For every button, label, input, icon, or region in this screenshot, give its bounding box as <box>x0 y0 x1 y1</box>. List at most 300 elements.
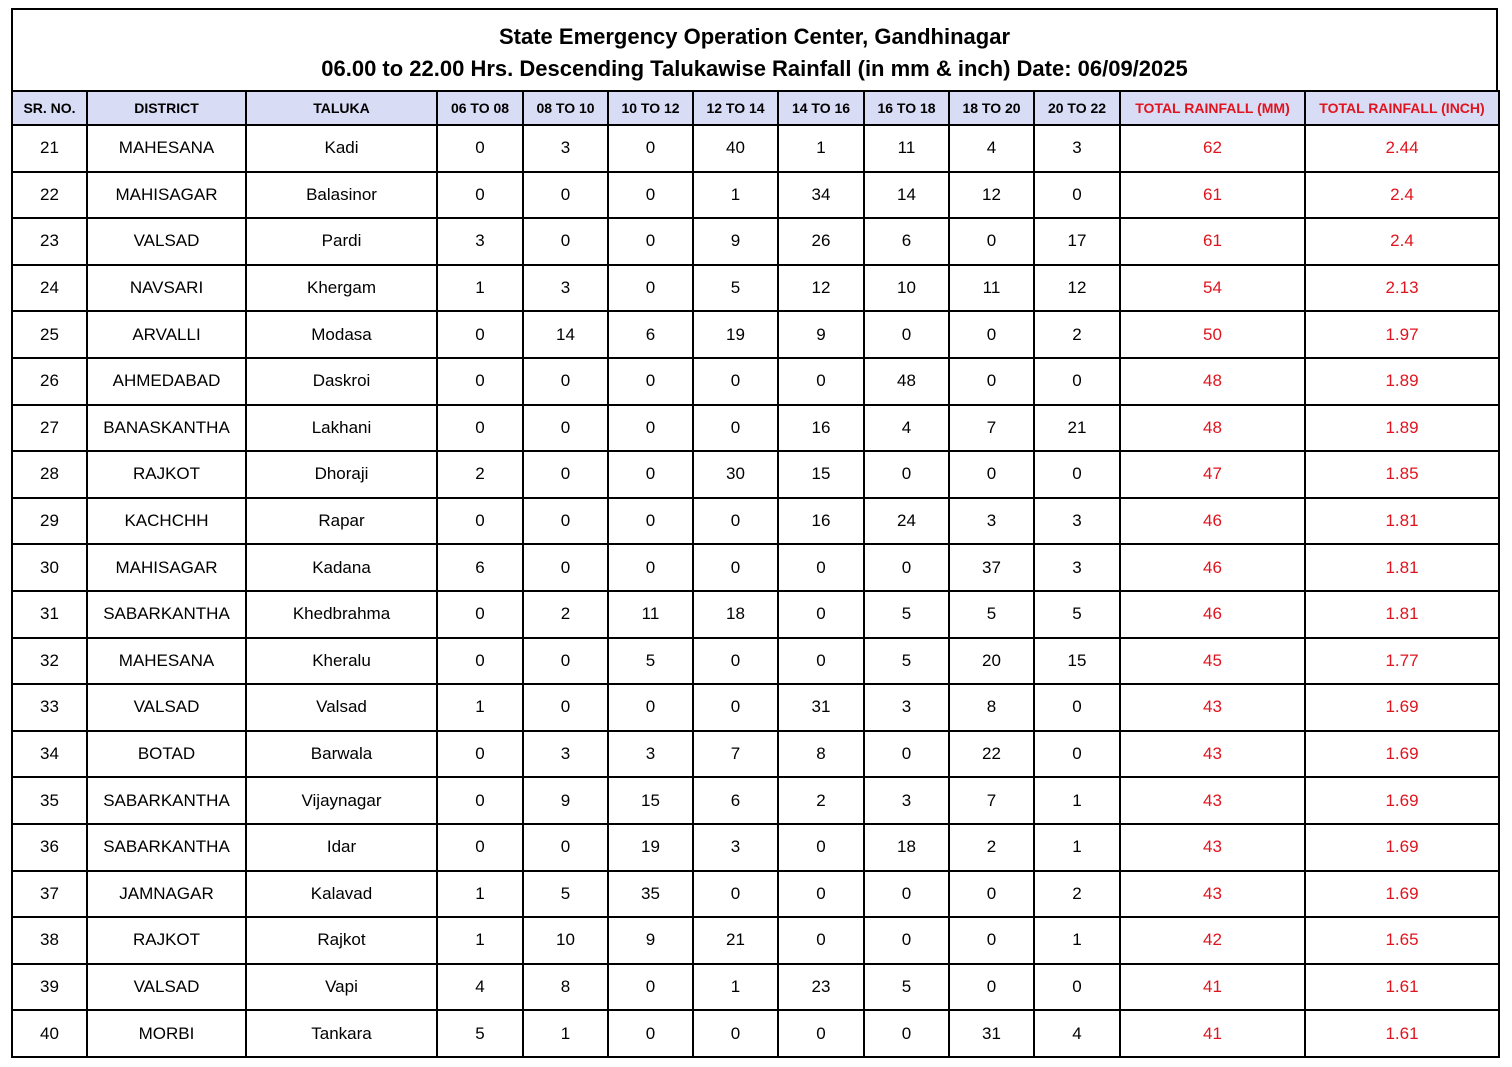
table-row <box>12 917 1499 964</box>
table-cell: 2.4 <box>1305 172 1499 219</box>
table-header-row <box>12 91 1499 125</box>
table-cell: 37 <box>949 544 1034 591</box>
table-cell: 1.65 <box>1305 917 1499 964</box>
table-cell: 11 <box>949 265 1034 312</box>
table-cell: 1.89 <box>1305 405 1499 452</box>
column-header: 08 TO 10 <box>523 91 608 125</box>
table-cell: 18 <box>693 591 778 638</box>
table-cell: 0 <box>949 917 1034 964</box>
table-cell: 0 <box>949 451 1034 498</box>
table-cell: 3 <box>1034 544 1120 591</box>
table-cell: 43 <box>1120 777 1305 824</box>
table-cell: 5 <box>864 638 949 685</box>
table-row <box>12 265 1499 312</box>
table-cell: 26 <box>778 218 864 265</box>
table-cell: 0 <box>523 358 608 405</box>
table-cell: 0 <box>523 824 608 871</box>
table-cell: 1.81 <box>1305 544 1499 591</box>
table-cell: 1.85 <box>1305 451 1499 498</box>
table-cell: 6 <box>693 777 778 824</box>
table-cell: 0 <box>949 871 1034 918</box>
column-header: TOTAL RAINFALL (INCH) <box>1305 91 1499 125</box>
table-cell: 0 <box>1034 731 1120 778</box>
table-cell: 43 <box>1120 871 1305 918</box>
table-cell: 0 <box>693 871 778 918</box>
table-cell: 4 <box>864 405 949 452</box>
table-cell: 1.81 <box>1305 591 1499 638</box>
table-cell: 1.69 <box>1305 777 1499 824</box>
table-row <box>12 218 1499 265</box>
table-cell: 14 <box>864 172 949 219</box>
table-cell: 30 <box>693 451 778 498</box>
table-cell: KACHCHH <box>87 498 246 545</box>
table-cell: 5 <box>864 964 949 1011</box>
table-cell: 0 <box>1034 684 1120 731</box>
table-cell: SABARKANTHA <box>87 591 246 638</box>
table-cell: 1 <box>437 684 523 731</box>
table-cell: 0 <box>693 544 778 591</box>
table-cell: 1 <box>1034 824 1120 871</box>
table-cell: Khedbrahma <box>246 591 437 638</box>
report-subtitle: 06.00 to 22.00 Hrs. Descending Talukawise Rainfall (in mm & inch) Date: 06/09/2025 <box>321 56 1188 81</box>
table-cell: 5 <box>1034 591 1120 638</box>
table-cell: 11 <box>864 125 949 172</box>
table-cell: Rapar <box>246 498 437 545</box>
table-cell: 5 <box>608 638 693 685</box>
table-cell: 0 <box>1034 451 1120 498</box>
table-cell: RAJKOT <box>87 917 246 964</box>
table-cell: MORBI <box>87 1010 246 1057</box>
table-cell: 10 <box>864 265 949 312</box>
table-cell: 0 <box>608 451 693 498</box>
column-header: DISTRICT <box>87 91 246 125</box>
table-cell: 10 <box>523 917 608 964</box>
table-cell: Tankara <box>246 1010 437 1057</box>
table-row <box>12 125 1499 172</box>
table-cell: 0 <box>523 544 608 591</box>
table-cell: 0 <box>1034 172 1120 219</box>
table-cell: 0 <box>608 544 693 591</box>
column-header: 20 TO 22 <box>1034 91 1120 125</box>
table-cell: 29 <box>12 498 87 545</box>
table-cell: 3 <box>1034 498 1120 545</box>
table-cell: 4 <box>949 125 1034 172</box>
table-cell: 61 <box>1120 172 1305 219</box>
table-cell: MAHESANA <box>87 125 246 172</box>
table-cell: 2.13 <box>1305 265 1499 312</box>
table-cell: 0 <box>608 964 693 1011</box>
table-cell: 41 <box>1120 1010 1305 1057</box>
table-cell: 12 <box>778 265 864 312</box>
table-cell: 3 <box>523 731 608 778</box>
table-cell: 0 <box>523 638 608 685</box>
table-cell: Dhoraji <box>246 451 437 498</box>
table-cell: 3 <box>523 125 608 172</box>
table-cell: 0 <box>693 405 778 452</box>
table-cell: 35 <box>608 871 693 918</box>
column-header: SR. NO. <box>12 91 87 125</box>
table-row <box>12 451 1499 498</box>
table-cell: 1.69 <box>1305 684 1499 731</box>
table-cell: 8 <box>949 684 1034 731</box>
table-cell: SABARKANTHA <box>87 777 246 824</box>
table-cell: 12 <box>1034 265 1120 312</box>
table-cell: Balasinor <box>246 172 437 219</box>
table-cell: Rajkot <box>246 917 437 964</box>
table-cell: BOTAD <box>87 731 246 778</box>
table-cell: Barwala <box>246 731 437 778</box>
table-cell: 1 <box>1034 777 1120 824</box>
table-cell: 12 <box>949 172 1034 219</box>
table-cell: 0 <box>778 638 864 685</box>
table-cell: 46 <box>1120 498 1305 545</box>
table-cell: Idar <box>246 824 437 871</box>
column-header: 06 TO 08 <box>437 91 523 125</box>
table-cell: 0 <box>949 311 1034 358</box>
table-cell: 21 <box>693 917 778 964</box>
table-row <box>12 311 1499 358</box>
table-cell: 23 <box>778 964 864 1011</box>
table-cell: Vapi <box>246 964 437 1011</box>
table-cell: MAHESANA <box>87 638 246 685</box>
table-cell: 0 <box>778 871 864 918</box>
rainfall-report <box>11 8 1498 1058</box>
table-cell: 0 <box>437 358 523 405</box>
table-cell: 0 <box>693 498 778 545</box>
table-cell: 1.81 <box>1305 498 1499 545</box>
table-cell: 0 <box>864 311 949 358</box>
table-cell: 41 <box>1120 964 1305 1011</box>
table-cell: 7 <box>949 777 1034 824</box>
table-cell: 0 <box>437 172 523 219</box>
table-cell: 11 <box>608 591 693 638</box>
table-cell: 0 <box>693 638 778 685</box>
table-cell: 15 <box>778 451 864 498</box>
table-cell: 19 <box>693 311 778 358</box>
table-cell: 0 <box>608 218 693 265</box>
table-cell: 0 <box>523 684 608 731</box>
table-cell: Kadi <box>246 125 437 172</box>
table-cell: 8 <box>778 731 864 778</box>
table-cell: 0 <box>864 1010 949 1057</box>
table-row <box>12 172 1499 219</box>
table-cell: 6 <box>864 218 949 265</box>
table-cell: JAMNAGAR <box>87 871 246 918</box>
table-cell: 1.61 <box>1305 1010 1499 1057</box>
table-cell: 31 <box>12 591 87 638</box>
table-cell: 0 <box>864 871 949 918</box>
table-cell: 48 <box>1120 358 1305 405</box>
table-cell: 3 <box>864 777 949 824</box>
table-cell: 2 <box>437 451 523 498</box>
table-cell: 1 <box>1034 917 1120 964</box>
table-cell: 9 <box>608 917 693 964</box>
table-cell: 1 <box>437 871 523 918</box>
table-cell: 0 <box>778 917 864 964</box>
table-cell: 0 <box>778 591 864 638</box>
table-row <box>12 498 1499 545</box>
table-cell: 3 <box>864 684 949 731</box>
table-cell: 0 <box>949 218 1034 265</box>
table-row <box>12 638 1499 685</box>
table-cell: 5 <box>693 265 778 312</box>
table-body <box>12 125 1499 1057</box>
table-cell: 0 <box>949 964 1034 1011</box>
table-cell: 1.89 <box>1305 358 1499 405</box>
table-cell: 3 <box>608 731 693 778</box>
table-cell: 2.4 <box>1305 218 1499 265</box>
table-cell: Daskroi <box>246 358 437 405</box>
table-cell: 5 <box>949 591 1034 638</box>
table-cell: 48 <box>1120 405 1305 452</box>
table-cell: 18 <box>864 824 949 871</box>
table-cell: 46 <box>1120 544 1305 591</box>
table-cell: 26 <box>12 358 87 405</box>
column-header: TOTAL RAINFALL (MM) <box>1120 91 1305 125</box>
table-cell: 0 <box>523 451 608 498</box>
table-cell: 0 <box>864 544 949 591</box>
table-cell: 2 <box>523 591 608 638</box>
column-header: 16 TO 18 <box>864 91 949 125</box>
table-cell: 54 <box>1120 265 1305 312</box>
table-cell: 1.69 <box>1305 824 1499 871</box>
table-cell: 46 <box>1120 591 1305 638</box>
table-cell: 1.77 <box>1305 638 1499 685</box>
table-cell: 43 <box>1120 684 1305 731</box>
table-cell: 1.97 <box>1305 311 1499 358</box>
table-cell: Valsad <box>246 684 437 731</box>
table-cell: 9 <box>523 777 608 824</box>
table-cell: 24 <box>864 498 949 545</box>
table-cell: 6 <box>437 544 523 591</box>
table-cell: 36 <box>12 824 87 871</box>
table-cell: 0 <box>608 1010 693 1057</box>
table-cell: 37 <box>12 871 87 918</box>
table-cell: SABARKANTHA <box>87 824 246 871</box>
table-cell: 0 <box>864 917 949 964</box>
table-cell: 1 <box>778 125 864 172</box>
table-cell: 50 <box>1120 311 1305 358</box>
table-cell: 14 <box>523 311 608 358</box>
table-cell: Lakhani <box>246 405 437 452</box>
table-cell: 0 <box>778 1010 864 1057</box>
column-header: 14 TO 16 <box>778 91 864 125</box>
table-cell: RAJKOT <box>87 451 246 498</box>
table-cell: 2 <box>949 824 1034 871</box>
table-cell: 3 <box>1034 125 1120 172</box>
table-cell: 0 <box>437 731 523 778</box>
table-cell: 1 <box>437 917 523 964</box>
table-row <box>12 1010 1499 1057</box>
table-cell: 16 <box>778 405 864 452</box>
table-cell: 19 <box>608 824 693 871</box>
table-cell: NAVSARI <box>87 265 246 312</box>
table-cell: 0 <box>523 498 608 545</box>
table-cell: 4 <box>437 964 523 1011</box>
table-cell: 0 <box>693 1010 778 1057</box>
table-cell: 0 <box>437 777 523 824</box>
table-cell: 1 <box>693 964 778 1011</box>
table-cell: 0 <box>1034 358 1120 405</box>
table-cell: 48 <box>864 358 949 405</box>
table-cell: 7 <box>949 405 1034 452</box>
table-cell: 3 <box>523 265 608 312</box>
table-cell: 15 <box>1034 638 1120 685</box>
table-cell: Vijaynagar <box>246 777 437 824</box>
table-cell: 8 <box>523 964 608 1011</box>
table-cell: 34 <box>778 172 864 219</box>
report-title-box <box>11 8 1498 90</box>
table-cell: 1.69 <box>1305 731 1499 778</box>
table-cell: Kheralu <box>246 638 437 685</box>
table-cell: VALSAD <box>87 964 246 1011</box>
table-cell: 5 <box>437 1010 523 1057</box>
table-cell: 35 <box>12 777 87 824</box>
table-row <box>12 405 1499 452</box>
table-cell: 5 <box>523 871 608 918</box>
table-cell: 0 <box>523 405 608 452</box>
table-cell: 25 <box>12 311 87 358</box>
table-cell: 40 <box>12 1010 87 1057</box>
table-cell: 0 <box>437 498 523 545</box>
table-cell: 62 <box>1120 125 1305 172</box>
table-cell: 3 <box>693 824 778 871</box>
table-row <box>12 964 1499 1011</box>
table-cell: 17 <box>1034 218 1120 265</box>
table-cell: 0 <box>778 824 864 871</box>
table-row <box>12 591 1499 638</box>
table-cell: 0 <box>608 265 693 312</box>
table-cell: 0 <box>864 731 949 778</box>
table-cell: Khergam <box>246 265 437 312</box>
table-cell: 0 <box>778 358 864 405</box>
table-cell: 43 <box>1120 824 1305 871</box>
table-cell: MAHISAGAR <box>87 544 246 591</box>
table-cell: 0 <box>437 311 523 358</box>
table-cell: 22 <box>12 172 87 219</box>
table-cell: 40 <box>693 125 778 172</box>
table-cell: 0 <box>608 358 693 405</box>
table-cell: Kadana <box>246 544 437 591</box>
table-cell: 43 <box>1120 731 1305 778</box>
table-cell: 20 <box>949 638 1034 685</box>
rainfall-table <box>11 90 1500 1058</box>
table-cell: 0 <box>778 544 864 591</box>
report-title: State Emergency Operation Center, Gandhinagar <box>498 24 1011 49</box>
column-header: 10 TO 12 <box>608 91 693 125</box>
table-cell: 1 <box>693 172 778 219</box>
table-row <box>12 358 1499 405</box>
table-cell: AHMEDABAD <box>87 358 246 405</box>
table-cell: 42 <box>1120 917 1305 964</box>
table-cell: 2 <box>778 777 864 824</box>
table-cell: 6 <box>608 311 693 358</box>
table-cell: 31 <box>778 684 864 731</box>
table-cell: 61 <box>1120 218 1305 265</box>
table-cell: 39 <box>12 964 87 1011</box>
table-cell: 0 <box>437 638 523 685</box>
table-cell: 4 <box>1034 1010 1120 1057</box>
table-cell: 32 <box>12 638 87 685</box>
column-header: 12 TO 14 <box>693 91 778 125</box>
table-cell: 0 <box>437 125 523 172</box>
table-cell: 27 <box>12 405 87 452</box>
table-cell: 0 <box>437 824 523 871</box>
table-row <box>12 871 1499 918</box>
table-cell: 22 <box>949 731 1034 778</box>
table-cell: 0 <box>608 498 693 545</box>
table-cell: 16 <box>778 498 864 545</box>
table-cell: 0 <box>693 684 778 731</box>
table-cell: Modasa <box>246 311 437 358</box>
table-cell: 47 <box>1120 451 1305 498</box>
table-cell: 24 <box>12 265 87 312</box>
table-cell: 3 <box>437 218 523 265</box>
table-cell: 38 <box>12 917 87 964</box>
table-cell: Kalavad <box>246 871 437 918</box>
table-cell: 3 <box>949 498 1034 545</box>
table-cell: 0 <box>523 218 608 265</box>
table-cell: 0 <box>1034 964 1120 1011</box>
table-row <box>12 544 1499 591</box>
table-cell: 33 <box>12 684 87 731</box>
table-cell: 9 <box>778 311 864 358</box>
table-cell: 0 <box>608 405 693 452</box>
table-row <box>12 731 1499 778</box>
table-cell: 31 <box>949 1010 1034 1057</box>
table-cell: 2 <box>1034 311 1120 358</box>
table-cell: 1.61 <box>1305 964 1499 1011</box>
table-cell: 0 <box>608 125 693 172</box>
table-cell: 0 <box>608 684 693 731</box>
column-header: TALUKA <box>246 91 437 125</box>
table-cell: BANASKANTHA <box>87 405 246 452</box>
table-cell: 0 <box>864 451 949 498</box>
table-cell: 15 <box>608 777 693 824</box>
table-cell: 2 <box>1034 871 1120 918</box>
table-cell: 21 <box>12 125 87 172</box>
table-cell: 45 <box>1120 638 1305 685</box>
table-cell: 28 <box>12 451 87 498</box>
table-cell: 1 <box>523 1010 608 1057</box>
table-cell: 34 <box>12 731 87 778</box>
table-cell: VALSAD <box>87 218 246 265</box>
table-cell: 5 <box>864 591 949 638</box>
column-header: 18 TO 20 <box>949 91 1034 125</box>
table-cell: 23 <box>12 218 87 265</box>
table-row <box>12 684 1499 731</box>
table-cell: 0 <box>437 591 523 638</box>
table-cell: 0 <box>437 405 523 452</box>
table-cell: MAHISAGAR <box>87 172 246 219</box>
table-row <box>12 824 1499 871</box>
table-row <box>12 777 1499 824</box>
table-cell: 9 <box>693 218 778 265</box>
table-cell: VALSAD <box>87 684 246 731</box>
table-cell: Pardi <box>246 218 437 265</box>
table-cell: 0 <box>523 172 608 219</box>
table-cell: 1.69 <box>1305 871 1499 918</box>
table-cell: ARVALLI <box>87 311 246 358</box>
table-cell: 0 <box>949 358 1034 405</box>
table-cell: 0 <box>608 172 693 219</box>
table-cell: 1 <box>437 265 523 312</box>
table-cell: 2.44 <box>1305 125 1499 172</box>
table-cell: 0 <box>693 358 778 405</box>
table-cell: 7 <box>693 731 778 778</box>
table-cell: 21 <box>1034 405 1120 452</box>
table-cell: 30 <box>12 544 87 591</box>
